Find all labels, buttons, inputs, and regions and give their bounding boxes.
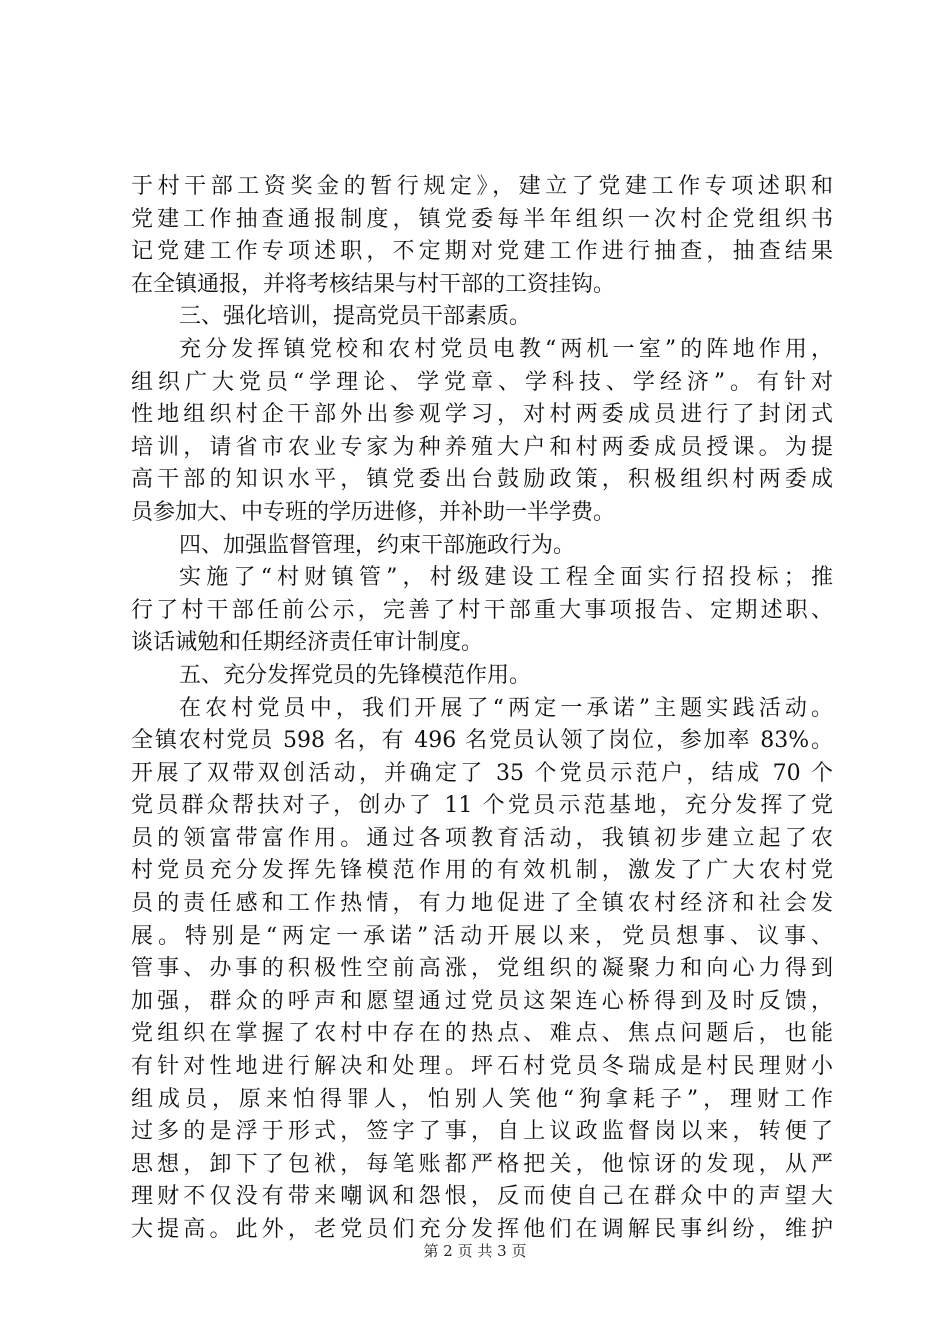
text-line: 理财不仅没有带来嘲讽和怨恨，反而使自己在群众中的声望大 — [131, 1184, 833, 1210]
text-line: 村党员充分发挥先锋模范作用的有效机制，激发了广大农村党 — [131, 858, 833, 884]
document-body — [131, 171, 833, 1247]
text-line: 过多的是浮于形式，签字了事，自上议政监督岗以来，转便了 — [131, 1119, 833, 1145]
text-line: 在全镇通报，并将考核结果与村干部的工资挂钩。 — [131, 271, 616, 297]
text-line: 党员群众帮扶对子，创办了 11 个党员示范基地，充分发挥了党 — [131, 793, 833, 819]
text-line: 加强，群众的呼声和愿望通过党员这架连心桥得到及时反馈， — [131, 988, 833, 1014]
text-line: 思想，卸下了包袱，每笔账都严格把关，他惊讶的发现，从严 — [131, 1151, 833, 1177]
text-line: 于村干部工资奖金的暂行规定》，建立了党建工作专项述职和 — [131, 174, 833, 199]
text-line: 大提高。此外，老党员们充分发挥他们在调解民事纠纷，维护 — [131, 1217, 833, 1242]
text-line: 组成员，原来怕得罪人，怕别人笑他“狗拿耗子”，理财工作 — [131, 1086, 833, 1112]
text-line: 性地组织村企干部外出参观学习，对村两委成员进行了封闭式 — [131, 402, 833, 428]
text-line: 开展了双带双创活动，并确定了 35 个党员示范户，结成 70 个 — [131, 760, 833, 786]
text-line: 员参加大、中专班的学历进修，并补助一半学费。 — [131, 499, 616, 525]
text-line: 党组织在掌握了农村中存在的热点、难点、焦点问题后，也能 — [131, 1021, 833, 1047]
text-line: 培训，请省市农业专家为种养殖大户和村两委成员授课。为提 — [131, 434, 833, 460]
text-line: 全镇农村党员 598 名，有 496 名党员认领了岗位，参加率 83%。 — [131, 728, 833, 754]
paragraph-first-line: 充分发挥镇党校和农村党员电教“两机一室”的阵地作用， — [179, 336, 833, 362]
paragraph-first-line: 实施了“村财镇管”，村级建设工程全面实行招投标；推 — [179, 565, 833, 591]
text-line: 员的领富带富作用。通过各项教育活动，我镇初步建立起了农 — [131, 825, 833, 851]
text-line: 谈话诫勉和任期经济责任审计制度。 — [131, 630, 484, 656]
paragraph-first-line: 四、加强监督管理，约束干部施政行为。 — [179, 532, 576, 558]
paragraph-first-line: 五、充分发挥党员的先锋模范作用。 — [179, 662, 532, 688]
text-line: 行了村干部任前公示，完善了村干部重大事项报告、定期述职、 — [131, 597, 833, 623]
text-line: 展。特别是“两定一承诺”活动开展以来，党员想事、议事、 — [131, 923, 833, 949]
text-line: 记党建工作专项述职，不定期对党建工作进行抽查，抽查结果 — [131, 239, 833, 265]
paragraph-first-line: 在农村党员中，我们开展了“两定一承诺”主题实践活动。 — [179, 695, 833, 721]
text-line: 组织广大党员“学理论、学党章、学科技、学经济”。有针对 — [131, 369, 833, 395]
text-line: 员的责任感和工作热情，有力地促进了全镇农村经济和社会发 — [131, 891, 833, 917]
text-line: 有针对性地进行解决和处理。坪石村党员冬瑞成是村民理财小 — [131, 1054, 833, 1080]
text-line: 高干部的知识水平，镇党委出台鼓励政策，积极组织村两委成 — [131, 467, 833, 493]
text-line: 党建工作抽查通报制度，镇党委每半年组织一次村企党组织书 — [131, 206, 833, 232]
page-footer: 第 2 页 共 3 页 — [423, 1242, 527, 1260]
text-line: 管事、办事的积极性空前高涨，党组织的凝聚力和向心力得到 — [131, 956, 833, 982]
paragraph-first-line: 三、强化培训，提高党员干部素质。 — [179, 304, 532, 330]
